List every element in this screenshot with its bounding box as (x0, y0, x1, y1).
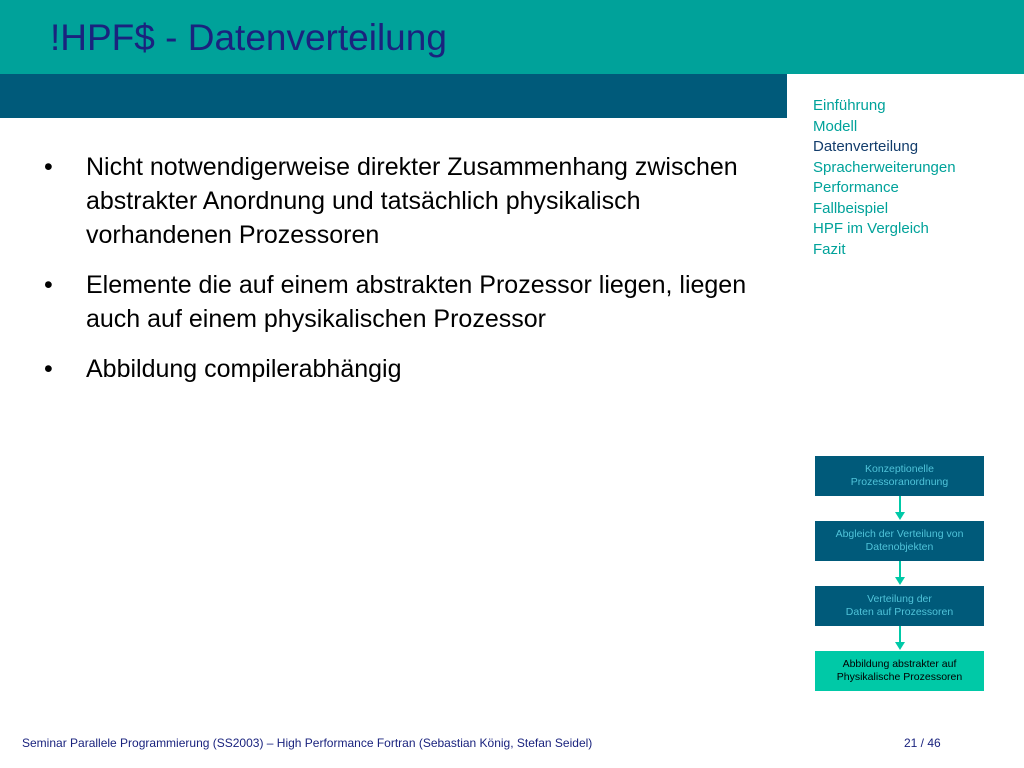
section-navigation (813, 96, 956, 260)
nav-item-hpf-im-vergleich[interactable]: HPF im Vergleich (813, 220, 929, 237)
flow-step-verteilung-der-daten: Verteilung der Daten auf Prozessoren (815, 586, 984, 626)
bullet-item (44, 352, 784, 386)
flow-step-konzeptionelle-prozessoranordnung: Konzeptionelle Prozessoranordnung (815, 456, 984, 496)
flow-diagram (815, 456, 985, 691)
nav-item-performance[interactable]: Performance (813, 179, 899, 196)
arrow-down-icon (815, 626, 984, 651)
bullet-icon: • (44, 153, 53, 181)
bullet-text: Nicht notwendigerweise direkter Zusammenhang zwischen abstrakter Anordnung und tatsächlich physikalisch vorhandenen Prozessoren (86, 153, 738, 249)
bullet-item (44, 268, 784, 336)
flow-step-abbildung-abstrakter-auf-physikalische: Abbildung abstrakter auf Physikalische Prozessoren (815, 651, 984, 691)
page-number: 21 / 46 (904, 736, 941, 750)
bullet-icon: • (44, 355, 53, 383)
nav-item-modell[interactable]: Modell (813, 117, 858, 135)
nav-item-fazit[interactable]: Fazit (813, 240, 846, 258)
arrow-down-icon (815, 496, 984, 521)
header-sub-bar (0, 74, 787, 118)
bullet-list (44, 150, 784, 402)
nav-item-einfuehrung[interactable]: Einführung (813, 97, 886, 114)
bullet-text: Abbildung compilerabhängig (86, 355, 402, 383)
bullet-icon: • (44, 271, 53, 299)
title-bar (0, 0, 1024, 74)
bullet-text: Elemente die auf einem abstrakten Prozessor liegen, liegen auch auf einem physikalischen Prozessor (86, 271, 747, 333)
nav-item-fallbeispiel[interactable]: Fallbeispiel (813, 199, 889, 217)
slide-title: !HPF$ - Datenverteilung (50, 17, 447, 58)
footer-text: Seminar Parallele Programmierung (SS2003) – High Performance Fortran (Sebastian König, Stefan Seidel) (22, 736, 593, 750)
bullet-item (44, 150, 784, 252)
arrow-down-icon (815, 561, 984, 586)
flow-step-abgleich-der-verteilung: Abgleich der Verteilung von Datenobjekten (815, 521, 984, 561)
nav-item-spracherweiterungen[interactable]: Spracherweiterungen (813, 158, 956, 176)
nav-item-datenverteilung[interactable]: Datenverteilung (813, 138, 919, 155)
